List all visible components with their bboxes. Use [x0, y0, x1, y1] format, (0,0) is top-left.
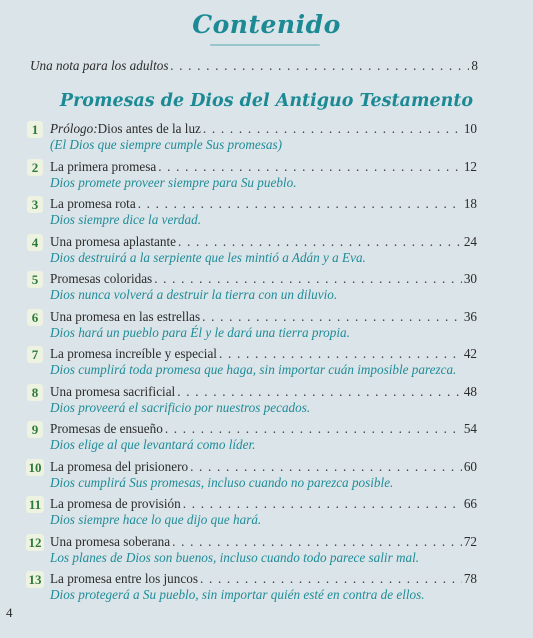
leader-dots	[200, 571, 462, 587]
toc-entry[interactable]	[0, 196, 533, 234]
chapter-subtitle: (El Dios que siempre cumple Sus promesas)	[50, 137, 282, 152]
leader-dots	[203, 121, 462, 137]
chapter-title-wrap	[50, 234, 176, 250]
chapter-number: 9	[27, 421, 43, 438]
chapter-subtitle: Dios nunca volverá a destruir la tierra con un diluvio.	[50, 287, 338, 302]
toc-entry[interactable]	[0, 571, 533, 609]
chapter-number: 10	[26, 459, 44, 476]
toc-entries	[0, 121, 533, 609]
chapter-line	[50, 384, 477, 400]
chapter-line	[50, 459, 477, 475]
chapter-number: 1	[27, 121, 43, 138]
chapter-title-wrap	[50, 571, 198, 587]
chapter-subtitle: Dios protegerá a Su pueblo, sin importar quién esté en contra de ellos.	[50, 587, 425, 602]
leader-dots	[219, 346, 462, 362]
toc-entry[interactable]	[0, 384, 533, 422]
chapter-number: 5	[27, 271, 43, 288]
chapter-title-wrap	[50, 346, 217, 362]
chapter-page-number: 60	[463, 458, 477, 474]
toc-entry[interactable]	[0, 234, 533, 272]
chapter-subtitle: Dios hará un pueblo para Él y le dará una tierra propia.	[50, 324, 350, 340]
toc-entry[interactable]	[0, 459, 533, 497]
chapter-subtitle: Dios cumplirá Sus promesas, incluso cuando no parezca posible.	[50, 474, 394, 490]
chapter-title: Una promesa sacrificial	[50, 383, 176, 399]
chapter-title: Una promesa en las estrellas	[50, 308, 201, 324]
chapter-title-wrap	[50, 121, 201, 137]
leader-dots	[165, 421, 462, 437]
toc-entry[interactable]	[0, 159, 533, 197]
chapter-subtitle: Dios siempre dice la verdad.	[50, 212, 202, 227]
chapter-page-number: 72	[463, 533, 477, 549]
chapter-page-number: 66	[463, 496, 477, 511]
chapter-title: Promesas coloridas	[50, 271, 153, 286]
chapter-page-number: 18	[463, 196, 477, 211]
chapter-page-number: 42	[463, 346, 477, 361]
chapter-line	[50, 421, 477, 437]
chapter-line	[50, 234, 477, 250]
chapter-subtitle: Dios proveerá el sacrificio por nuestros pecados.	[50, 399, 311, 415]
leader-dots	[170, 58, 469, 74]
chapter-number: 7	[27, 346, 43, 363]
leader-dots	[190, 459, 462, 475]
chapter-title: La promesa de provisión	[50, 496, 181, 511]
leader-dots	[138, 196, 462, 212]
page-title: Contenido	[192, 10, 341, 39]
leader-dots	[172, 534, 462, 550]
chapter-title: Una promesa soberana	[50, 533, 171, 549]
chapter-title-wrap	[50, 496, 181, 512]
chapter-number: 12	[26, 534, 44, 551]
chapter-page-number: 36	[463, 308, 477, 324]
chapter-page-number: 12	[463, 158, 477, 174]
chapter-page-number: 24	[463, 233, 477, 249]
intro-page-number: 8	[471, 58, 478, 73]
chapter-title-wrap	[50, 159, 156, 175]
chapter-title-wrap	[50, 271, 152, 287]
chapter-number: 8	[27, 384, 43, 401]
chapter-title-wrap	[50, 421, 163, 437]
chapter-page-number: 10	[463, 121, 477, 136]
chapter-title: La promesa entre los juncos	[50, 571, 198, 586]
intro-label: Una nota para los adultos	[30, 58, 169, 73]
chapter-title-wrap	[50, 534, 170, 550]
chapter-number: 11	[26, 496, 44, 513]
chapter-title: Una promesa aplastante	[50, 233, 176, 249]
chapter-page-number: 30	[463, 271, 477, 286]
chapter-title: La promesa increíble y especial	[50, 346, 217, 361]
chapter-page-number: 48	[463, 383, 477, 399]
chapter-number: 13	[26, 571, 44, 588]
chapter-prefix: Prólogo:	[50, 121, 98, 136]
toc-entry[interactable]	[0, 121, 533, 159]
chapter-number: 4	[27, 234, 43, 251]
chapter-subtitle: Dios promete proveer siempre para Su pueblo.	[50, 174, 297, 190]
chapter-subtitle: Dios cumplirá toda promesa que haga, sin importar cuán imposible parezca.	[50, 362, 457, 377]
chapter-line	[50, 571, 477, 587]
chapter-number: 6	[27, 309, 43, 326]
chapter-page-number: 78	[463, 571, 477, 586]
chapter-line	[50, 271, 477, 287]
chapter-subtitle: Dios destruirá a la serpiente que les mintió a Adán y a Eva.	[50, 249, 366, 265]
chapter-number: 3	[27, 196, 43, 213]
chapter-subtitle: Dios siempre hace lo que dijo que hará.	[50, 512, 262, 527]
leader-dots	[202, 309, 462, 325]
chapter-title: La primera promesa	[50, 158, 157, 174]
toc-entry[interactable]	[0, 421, 533, 459]
chapter-title: Dios antes de la luz	[97, 121, 201, 136]
chapter-subtitle: Dios elige al que levantará como líder.	[50, 437, 256, 452]
chapter-line	[50, 196, 477, 212]
chapter-title-wrap	[50, 459, 188, 475]
toc-entry[interactable]	[0, 271, 533, 309]
chapter-line	[50, 496, 477, 512]
section-title: Promesas de Dios del Antiguo Testamento	[59, 91, 474, 111]
toc-entry[interactable]	[0, 496, 533, 534]
toc-entry[interactable]	[0, 309, 533, 347]
leader-dots	[158, 159, 462, 175]
chapter-line	[50, 121, 477, 137]
chapter-title-wrap	[50, 309, 200, 325]
toc-entry[interactable]	[0, 346, 533, 384]
chapter-title: La promesa del prisionero	[50, 458, 189, 474]
intro-entry[interactable]	[30, 58, 478, 74]
title-flourish	[210, 44, 320, 46]
chapter-title: Promesas de ensueño	[50, 421, 163, 436]
chapter-line	[50, 346, 477, 362]
chapter-subtitle: Los planes de Dios son buenos, incluso cuando todo parece salir mal.	[50, 549, 420, 565]
toc-entry[interactable]	[0, 534, 533, 572]
chapter-line	[50, 159, 477, 175]
leader-dots	[177, 384, 462, 400]
chapter-line	[50, 309, 477, 325]
chapter-line	[50, 534, 477, 550]
chapter-number: 2	[27, 159, 43, 176]
leader-dots	[154, 271, 462, 287]
chapter-page-number: 54	[463, 421, 477, 436]
folio: 4	[6, 605, 13, 620]
leader-dots	[183, 496, 462, 512]
leader-dots	[178, 234, 462, 250]
chapter-title: La promesa rota	[50, 196, 136, 211]
chapter-title-wrap	[50, 196, 136, 212]
chapter-title-wrap	[50, 384, 175, 400]
